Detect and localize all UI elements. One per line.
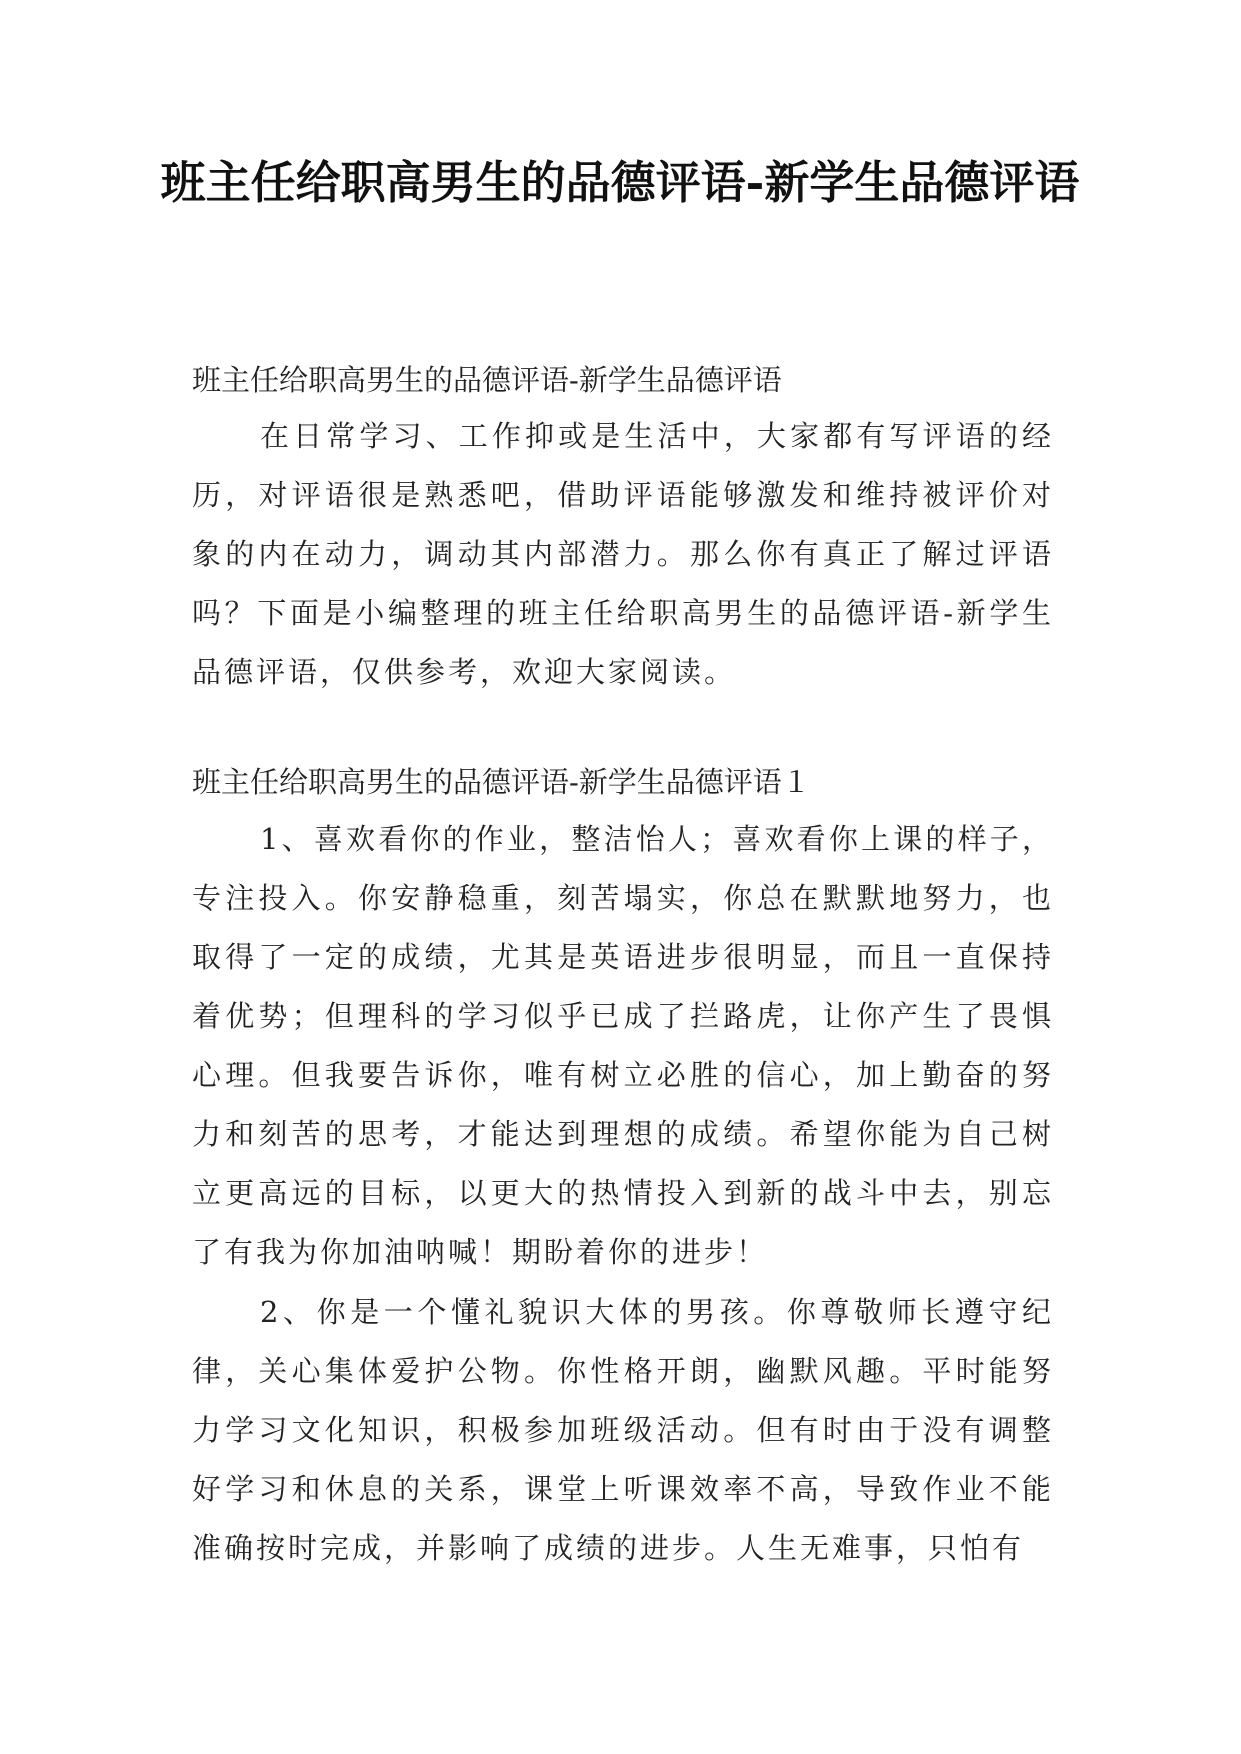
- comment-item-2: 2、你是一个懂礼貌识大体的男孩。你尊敬师长遵守纪律，关心集体爱护公物。你性格开朗，幽默风趣。平时能努力学习文化知识，积极参加班级活动。但有时由于没有调整好学习和休息的关系，课堂上听课效率不高，导致作业不能准确按时完成，并影响了成绩的进步。人生无难事，只怕有: [192, 1295, 1054, 1565]
- comment-item-1: 1、喜欢看你的作业，整洁怡人；喜欢看你上课的样子，专注投入。你安静稳重，刻苦塌实，你总在默默地努力，也取得了一定的成绩，尤其是英语进步很明显，而且一直保持着优势；但理科的学习似乎已成了拦路虎，让你产生了畏惧心理。但我要告诉你，唯有树立必胜的信心，加上勤奋的努力和刻苦的思考，才能达到理想的成绩。希望你能为自己树立更高远的目标，以更大的热情投入到新的战斗中去，别忘了有我为你加油呐喊！期盼着你的进步！: [192, 822, 1054, 1269]
- document-title: 班主任给职高男生的品德评语-新学生品德评语: [160, 156, 1080, 209]
- section-1-heading: 班主任给职高男生的品德评语-新学生品德评语１: [192, 765, 811, 799]
- intro-heading: 班主任给职高男生的品德评语-新学生品德评语: [192, 363, 782, 397]
- intro-paragraph: 在日常学习、工作抑或是生活中，大家都有写评语的经历，对评语很是熟悉吧，借助评语能够激发和维持被评价对象的内在动力，调动其内部潜力。那么你有真正了解过评语吗？下面是小编整理的班主任给职高男生的品德评语-新学生品德评语，仅供参考，欢迎大家阅读。: [192, 419, 1054, 689]
